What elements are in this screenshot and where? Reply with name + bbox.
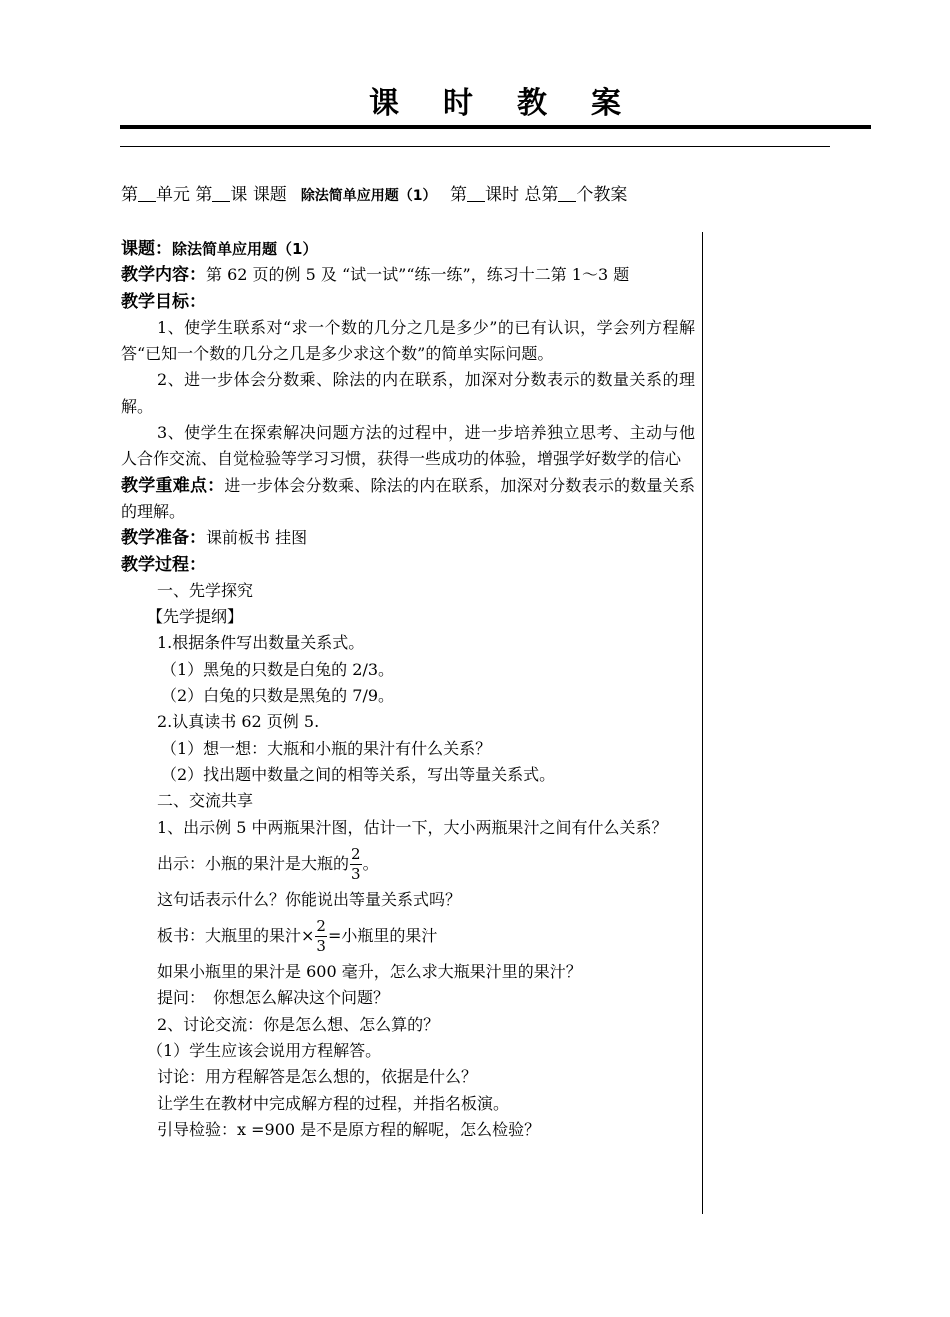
title-char: 案 bbox=[591, 86, 621, 121]
title-char: 课 bbox=[369, 86, 399, 121]
unit-blank bbox=[138, 187, 156, 202]
outline-subitem: （1）想一想：大瓶和小瓶的果汁有什么关系？ bbox=[161, 738, 492, 758]
title-thin-rule bbox=[120, 146, 830, 147]
title-char: 教 bbox=[517, 86, 547, 121]
check-line: 引导检验：x =900 是不是原方程的解呢，怎么检验？ bbox=[157, 1119, 541, 1139]
discuss-question: 讨论：用方程解答是怎么想的，依据是什么？ bbox=[157, 1067, 478, 1087]
section-2-para: 1、出示例 5 中两瓶果汁图，估计一下，大小两瓶果汁之间有什么关系？ bbox=[157, 817, 668, 837]
answer-line: （1）学生应该会说用方程解答。 bbox=[147, 1041, 382, 1061]
discuss-line: 2、讨论交流：你是怎么想、怎么算的？ bbox=[157, 1014, 440, 1034]
ask-line: 提问： 你想怎么解决这个问题？ bbox=[157, 988, 390, 1008]
goal-3: 3、使学生在探索解决问题方法的过程中，进一步培养独立思考、主动与他人合作交流、自觉检验等学习习惯，获得一些成功的体验，增强学好数学的信心 bbox=[121, 423, 695, 469]
title-thick-rule bbox=[120, 125, 871, 129]
period-blank bbox=[467, 187, 485, 202]
section-2-title: 二、交流共享 bbox=[157, 791, 254, 811]
section-1-title: 一、先学探究 bbox=[157, 580, 254, 600]
outline-subitem: （1）黑兔的只数是白兔的 2/3。 bbox=[161, 659, 395, 679]
fraction: $\frac{2}{3}$ bbox=[316, 917, 326, 956]
question-line: 这句话表示什么？你能说出等量关系式吗？ bbox=[157, 889, 462, 909]
task-line: 让学生在教材中完成解方程的过程，并指名板演。 bbox=[157, 1093, 510, 1113]
goal-1: 1、使学生联系对“求一个数的几分之几是多少”的已有认识，学会列方程解答“已知一个数的几分之几是多少求这个数”的简单实际问题。 bbox=[121, 317, 695, 364]
total-blank bbox=[558, 187, 576, 202]
lesson-blank bbox=[212, 187, 230, 202]
key-points-row: 教学重难点：进一步体会分数乘、除法的内在联系，加深对分数表示的数量关系的理解。 bbox=[121, 475, 695, 521]
right-border-line bbox=[702, 232, 703, 1214]
board-line: 板书：大瓶里的果汁× $\frac{2}{3}$ =小瓶里的果汁 bbox=[157, 917, 438, 956]
outline-item: 2.认真读书 62 页例 5. bbox=[157, 712, 320, 732]
content-row: 教学内容：第 62 页的例 5 及 “试一试”“练一练”，练习十二第 1～3 题 bbox=[121, 265, 630, 286]
outline-title: 【先学提纲】 bbox=[147, 607, 244, 627]
show-line: 出示：小瓶的果汁是大瓶的 $\frac{2}{3}$ 。 bbox=[157, 844, 379, 883]
outline-item: 1.根据条件写出数量关系式。 bbox=[157, 633, 365, 653]
fraction: $\frac{2}{3}$ bbox=[351, 844, 361, 883]
topic-row: 课题：除法简单应用题（1） bbox=[121, 239, 318, 259]
goals-heading: 教学目标： bbox=[121, 291, 206, 312]
process-heading: 教学过程： bbox=[121, 554, 206, 575]
goal-2: 2、进一步体会分数乘、除法的内在联系，加深对分数表示的数量关系的理解。 bbox=[121, 370, 695, 416]
outline-subitem: （2）白兔的只数是黑兔的 7/9。 bbox=[161, 686, 395, 706]
page-title bbox=[120, 78, 870, 122]
outline-subitem: （2）找出题中数量之间的相等关系，写出等量关系式。 bbox=[161, 764, 556, 784]
lesson-header: 第 单元 第 课 课题 除法简单应用题（1） 第 课时 总第 个教案 bbox=[121, 185, 628, 205]
header-topic: 除法简单应用题（1） bbox=[300, 188, 437, 204]
if-line: 如果小瓶里的果汁是 600 毫升，怎么求大瓶果汁里的果汁？ bbox=[157, 962, 582, 982]
title-char: 时 bbox=[443, 86, 473, 121]
lesson-body bbox=[121, 236, 695, 1143]
prep-row: 教学准备：课前板书 挂图 bbox=[121, 528, 308, 549]
